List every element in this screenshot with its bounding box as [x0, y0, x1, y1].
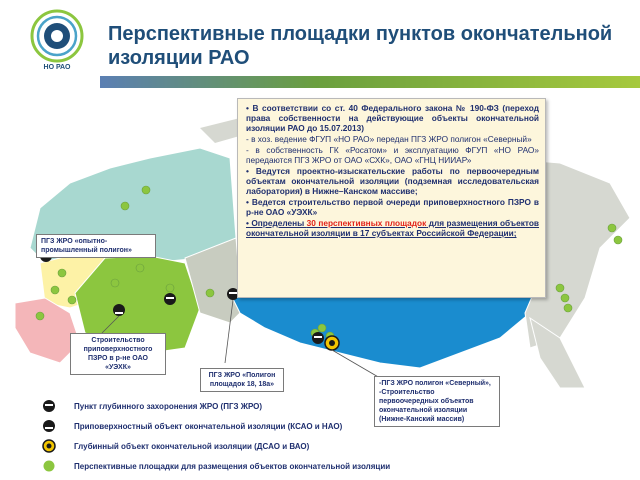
site-dot: [36, 312, 44, 320]
site-dot: [121, 202, 129, 210]
title-line-2: изоляции РАО: [108, 47, 250, 69]
site-dot: [58, 269, 66, 277]
info-p4: • Ведутся проектно-изыскательские работы по первоочередным объектам окончательной изоляции (подземная исследовательская лаборатория) в Нижне–Канском массиве;: [246, 166, 539, 196]
info-p2: - в хоз. ведение ФГУП «НО РАО» передан ПГЗ ЖРО полигон «Северный»: [246, 134, 532, 144]
legend-item-pgz: [42, 398, 262, 414]
nora-logo-icon: [26, 8, 88, 64]
title-bar: [100, 76, 640, 88]
legend-text-deep: Глубинный объект окончательной изоляции (ДСАО и ВАО): [74, 441, 310, 451]
site-dot: [564, 304, 572, 312]
surface-marker-1: [113, 304, 125, 316]
site-dot: [166, 284, 174, 292]
legend-item-deep: [42, 438, 309, 454]
pgz-icon: [42, 399, 56, 413]
site-dot: [142, 186, 150, 194]
pgz-marker-2: [164, 293, 176, 305]
legend-text-surface: Приповерхностный объект окончательной изоляции (КСАО и НАО): [74, 421, 343, 431]
legend-text-pgz: Пункт глубинного захоронения ЖРО (ПГЗ ЖРО): [74, 401, 263, 411]
deep-marker-1: [325, 336, 339, 350]
logo-text: НО РАО: [43, 64, 71, 71]
callout-uehk: Строительство приповерхностного ПЗРО в р-не ОАО «УЭХК»: [70, 333, 166, 375]
info-p1: • В соответствии со ст. 40 Федерального закона № 190-ФЗ (переход права собственности на действующие объекты окончательной изоляции РАО до 15.07.2013): [246, 103, 539, 133]
site-dot: [68, 296, 76, 304]
info-p6-pre: • Определены: [246, 218, 307, 228]
site-dot: [51, 286, 59, 294]
callout-severny: [374, 376, 500, 427]
surface-icon: [42, 419, 56, 433]
callout-polygon-18: ПГЗ ЖРО «Полигон площадок 18, 18а»: [200, 368, 284, 392]
legend-item-surface: [42, 418, 342, 434]
site-dot: [111, 279, 119, 287]
title-line-1: Перспективные площадки пунктов окончательной: [108, 23, 613, 45]
site-dot: [556, 284, 564, 292]
callout-severny-line1: -ПГЗ ЖРО полигон «Северный»,: [379, 380, 491, 387]
nora-logo: [26, 8, 88, 80]
legend-item-sites: [42, 458, 390, 474]
info-p6-post: для размещения объектов окончательной изоляции в 17 субъектах Российской Федерации;: [246, 218, 539, 238]
site-dot: [136, 264, 144, 272]
callout-pilot-polygon: ПГЗ ЖРО «опытно-промышленный полигон»: [36, 234, 156, 258]
site-dot: [561, 294, 569, 302]
site-dot: [206, 289, 214, 297]
deep-icon: [42, 439, 56, 453]
site-dot: [318, 324, 326, 332]
info-box: [237, 98, 546, 298]
pgz-marker-4: [312, 332, 324, 344]
info-p5: • Ведется строительство первой очереди приповерхностного ПЗРО в р-не ОАО «УЭХК»: [246, 197, 539, 217]
callout-severny-line2: -Строительство первоочередных объектов окончательной изоляции (Нижне-Канский массив): [379, 389, 474, 423]
site-icon: [42, 459, 56, 473]
info-p6: [246, 218, 539, 238]
site-dot: [614, 236, 622, 244]
page-title: [108, 22, 628, 70]
info-p6-highlight: 30 перспективных площадок: [306, 218, 427, 228]
info-p3: - в собственность ГК «Росатом» и эксплуатацию ФГУП «НО РАО» передаются ПГЗ ЖРО от ОАО «СХК», ОАО «ГНЦ НИИАР»: [246, 145, 539, 165]
legend-text-sites: Перспективные площадки для размещения объектов окончательной изоляции: [74, 461, 391, 471]
site-dot: [608, 224, 616, 232]
